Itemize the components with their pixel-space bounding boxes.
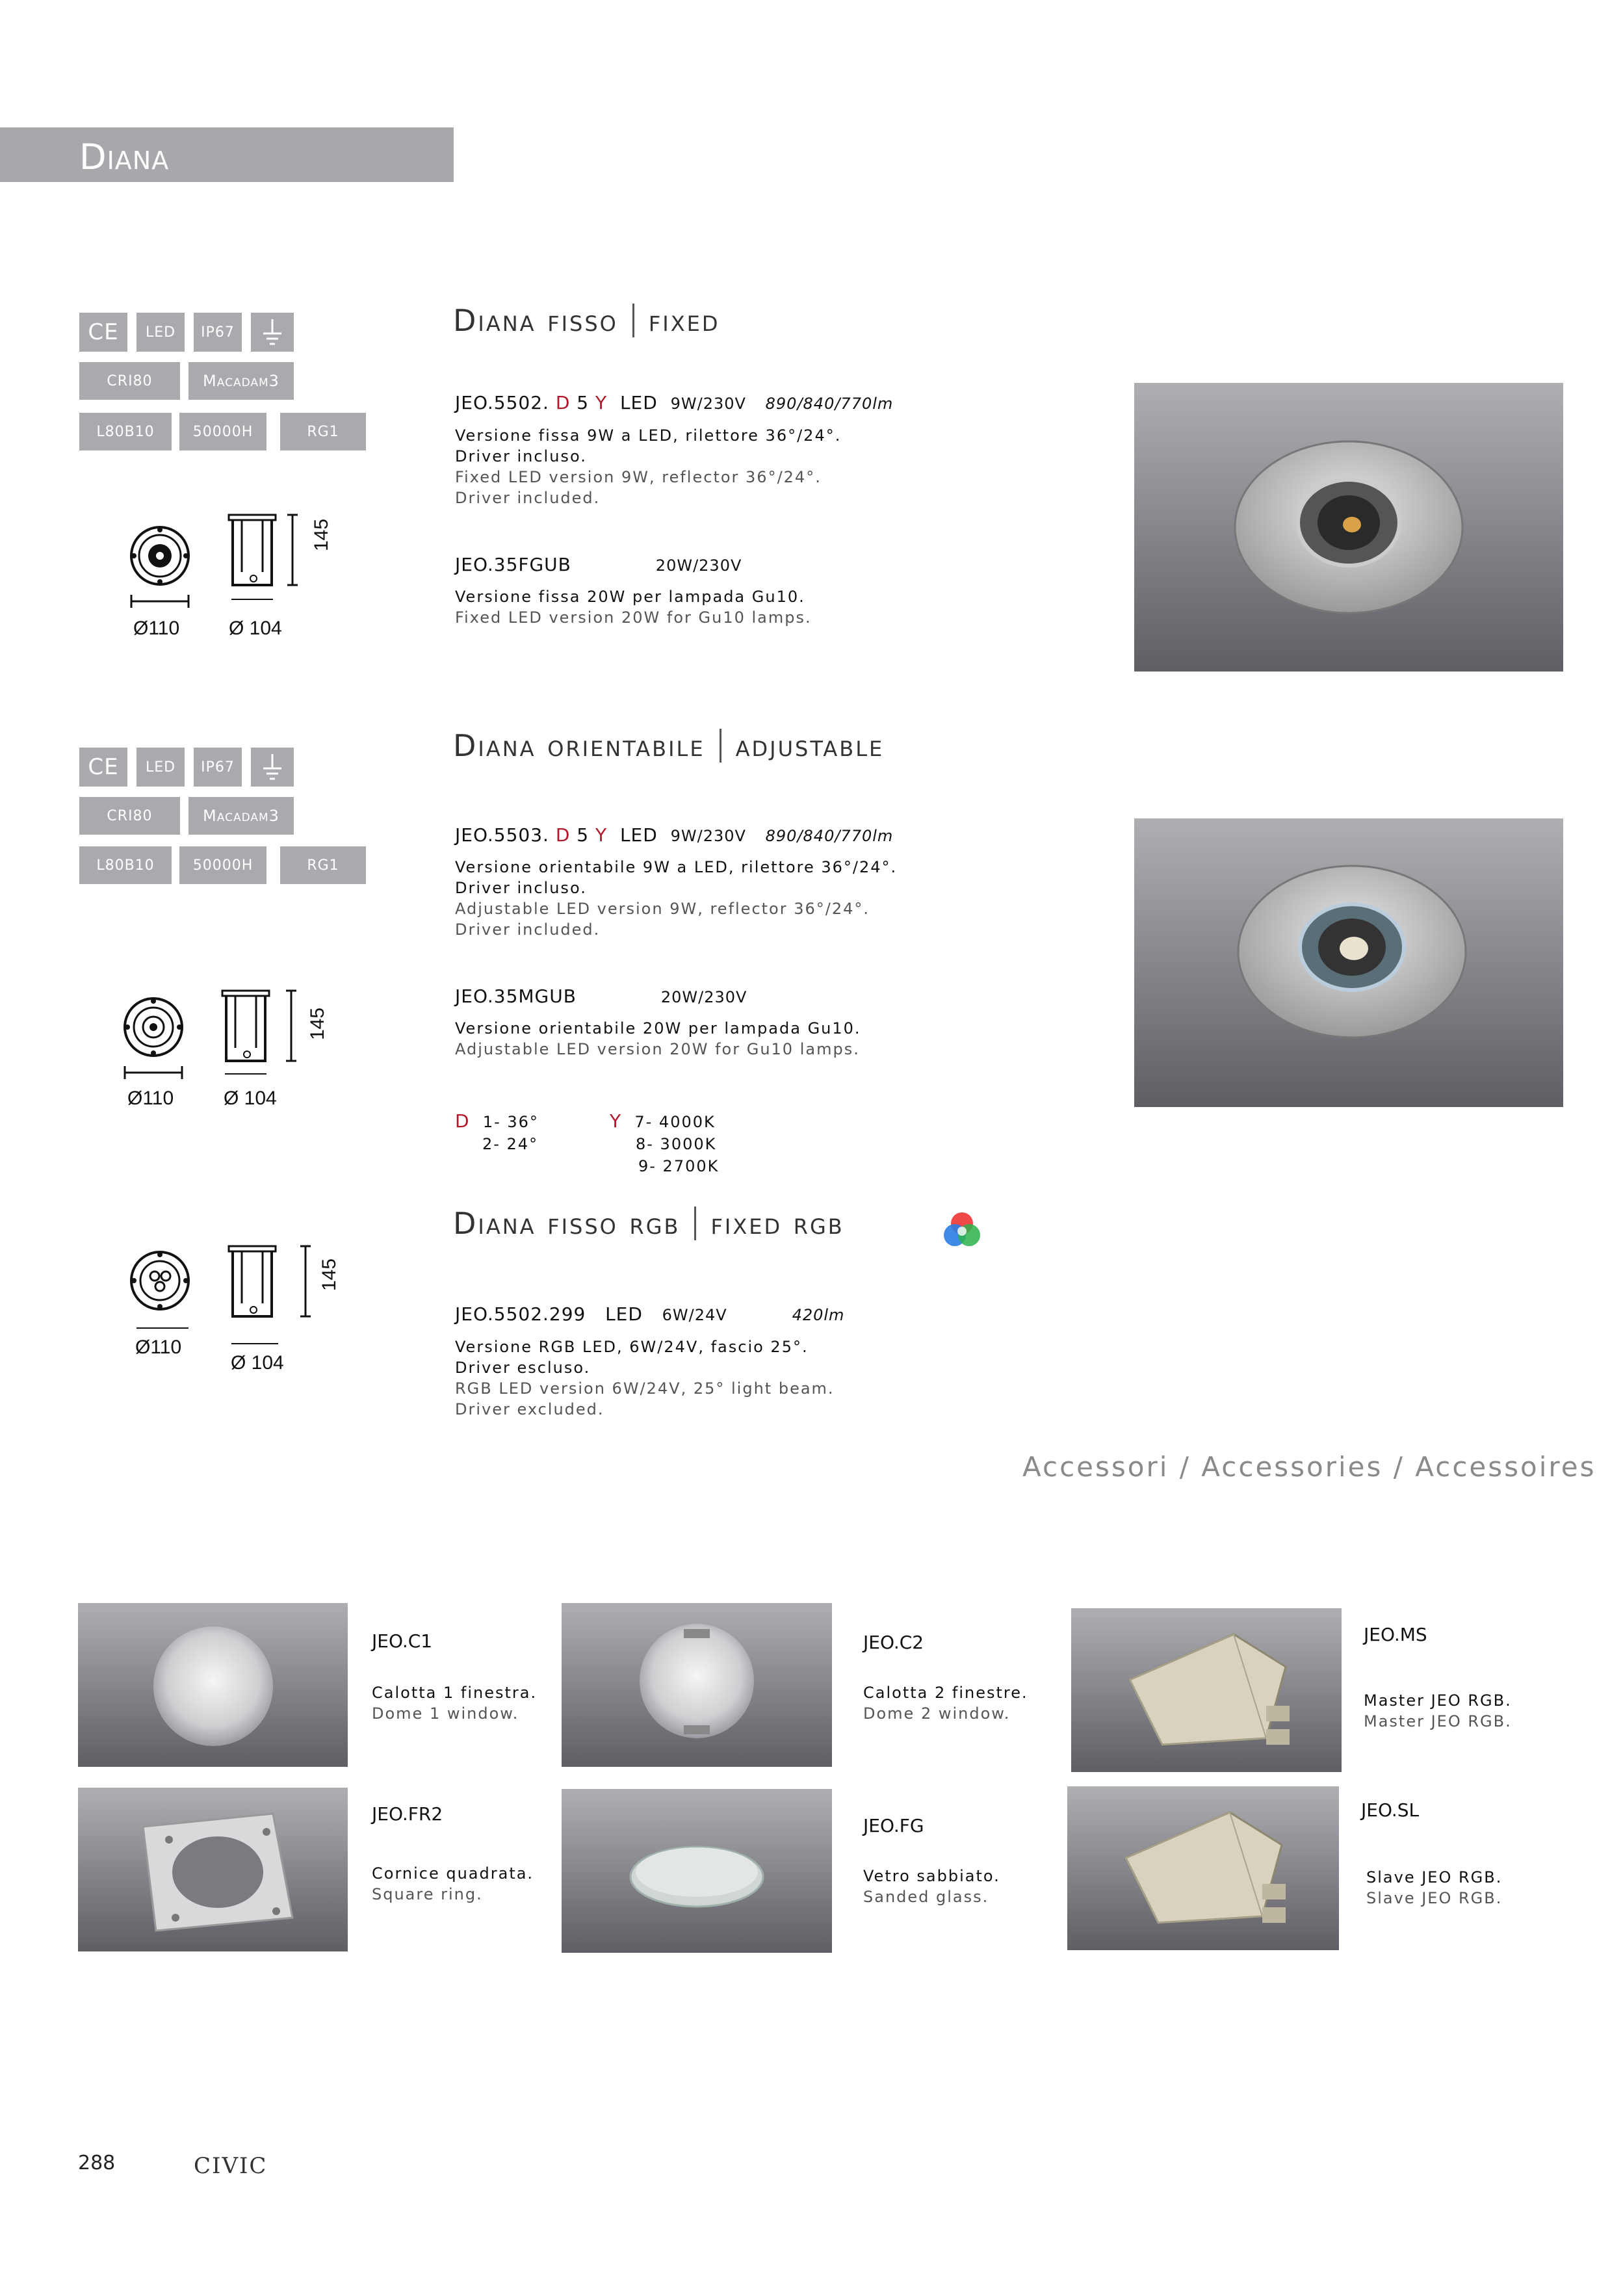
accessory-code: JEO.MS <box>1364 1624 1427 1645</box>
diameter-label: Ø110 <box>135 1337 182 1358</box>
product-photo <box>1134 383 1563 672</box>
product-description: Versione fissa 20W per lampada Gu10. Fixed LED version 20W for Gu10 lamps. <box>455 588 812 627</box>
hours-badge: 50000H <box>179 846 266 884</box>
ce-badge: CE <box>79 748 127 787</box>
product-code: JEO.5502.299 LED 6W/24V 420lm <box>455 1303 845 1325</box>
brand-logo: CIVIC <box>194 2153 268 2179</box>
accessory-description: Vetro sabbiato. Sanded glass. <box>863 1867 1000 1906</box>
product-description: Versione fissa 9W a LED, rilettore 36°/24°. Driver incluso. Fixed LED version 9W, reflector 36°/24°. Driver included. <box>455 426 842 507</box>
header-bar <box>0 127 454 182</box>
product-code: JEO.35MGUB 20W/230V <box>455 985 747 1007</box>
diameter-label: Ø110 <box>127 1088 174 1109</box>
accessory-code: JEO.FR2 <box>372 1803 443 1825</box>
ip-badge: IP67 <box>194 748 242 787</box>
macadam-badge: Macadam3 <box>188 362 294 400</box>
led-badge: LED <box>136 313 185 352</box>
cri-badge: CRI80 <box>79 362 180 400</box>
y-legend: Y 7- 4000K 8- 3000K 9- 2700K <box>610 1110 720 1175</box>
product-photo <box>1134 818 1563 1107</box>
accessory-photo <box>1071 1608 1342 1772</box>
accessory-description: Slave JEO RGB. Slave JEO RGB. <box>1366 1868 1503 1907</box>
diameter-label: Ø110 <box>133 618 180 639</box>
product-code: JEO.5503. D 5 Y LED 9W/230V 890/840/770lm <box>455 824 894 846</box>
product-description: Versione orientabile 20W per lampada Gu10. Adjustable LED version 20W for Gu10 lamps. <box>455 1019 861 1058</box>
section-title: Diana fisso fixed <box>453 303 720 338</box>
accessory-code: JEO.C2 <box>863 1632 924 1653</box>
l80-badge: L80B10 <box>79 413 172 450</box>
accessory-photo <box>78 1788 348 1951</box>
technical-drawing <box>110 975 331 1105</box>
accessory-description: Master JEO RGB. Master JEO RGB. <box>1364 1691 1512 1730</box>
l80-badge: L80B10 <box>79 846 172 884</box>
rgb-icon <box>939 1208 985 1253</box>
cri-badge: CRI80 <box>79 797 180 835</box>
cut-label: Ø 104 <box>224 1088 277 1109</box>
earth-icon <box>251 748 294 787</box>
accessory-photo <box>562 1789 832 1953</box>
accessory-photo <box>78 1603 348 1767</box>
ip-badge: IP67 <box>194 313 242 352</box>
product-description: Versione RGB LED, 6W/24V, fascio 25°. Driver escluso. RGB LED version 6W/24V, 25° light beam. Driver excluded. <box>455 1338 835 1418</box>
accessory-code: JEO.FG <box>863 1815 924 1836</box>
led-badge: LED <box>136 748 185 787</box>
accessory-code: JEO.SL <box>1361 1799 1420 1821</box>
d-legend: D 1- 36° 2- 24° <box>455 1110 539 1153</box>
accessories-title: Accessori / Accessories / Accessoires <box>1022 1451 1596 1483</box>
product-description: Versione orientabile 9W a LED, rilettore 36°/24°. Driver incluso. Adjustable LED version 9W, reflector 36°/24°. Driver included. <box>455 858 898 939</box>
rg-badge: RG1 <box>280 846 366 884</box>
height-label: 145 <box>318 1258 340 1291</box>
section-title: Diana orientabile adjustable <box>453 728 885 763</box>
accessory-photo <box>562 1603 832 1767</box>
accessory-description: Cornice quadrata. Square ring. <box>372 1864 534 1903</box>
accessory-code: JEO.C1 <box>372 1630 433 1652</box>
section-title: Diana fisso rgb fixed rgb <box>453 1206 844 1241</box>
product-code: JEO.5502. D 5 Y LED 9W/230V 890/840/770lm <box>455 392 894 413</box>
page-title: Diana <box>79 137 170 177</box>
ce-badge: CE <box>79 313 127 352</box>
earth-icon <box>251 313 294 352</box>
height-label: 145 <box>307 1007 328 1040</box>
accessory-description: Calotta 1 finestra. Dome 1 window. <box>372 1684 538 1723</box>
hours-badge: 50000H <box>179 413 266 450</box>
macadam-badge: Macadam3 <box>188 797 294 835</box>
page-number: 288 <box>78 2152 116 2174</box>
accessory-photo <box>1067 1786 1339 1950</box>
accessory-description: Calotta 2 finestre. Dome 2 window. <box>863 1684 1028 1723</box>
cut-label: Ø 104 <box>229 618 282 639</box>
height-label: 145 <box>311 518 332 551</box>
rg-badge: RG1 <box>280 413 366 450</box>
product-code: JEO.35FGUB 20W/230V <box>455 554 742 575</box>
cut-label: Ø 104 <box>231 1352 284 1374</box>
